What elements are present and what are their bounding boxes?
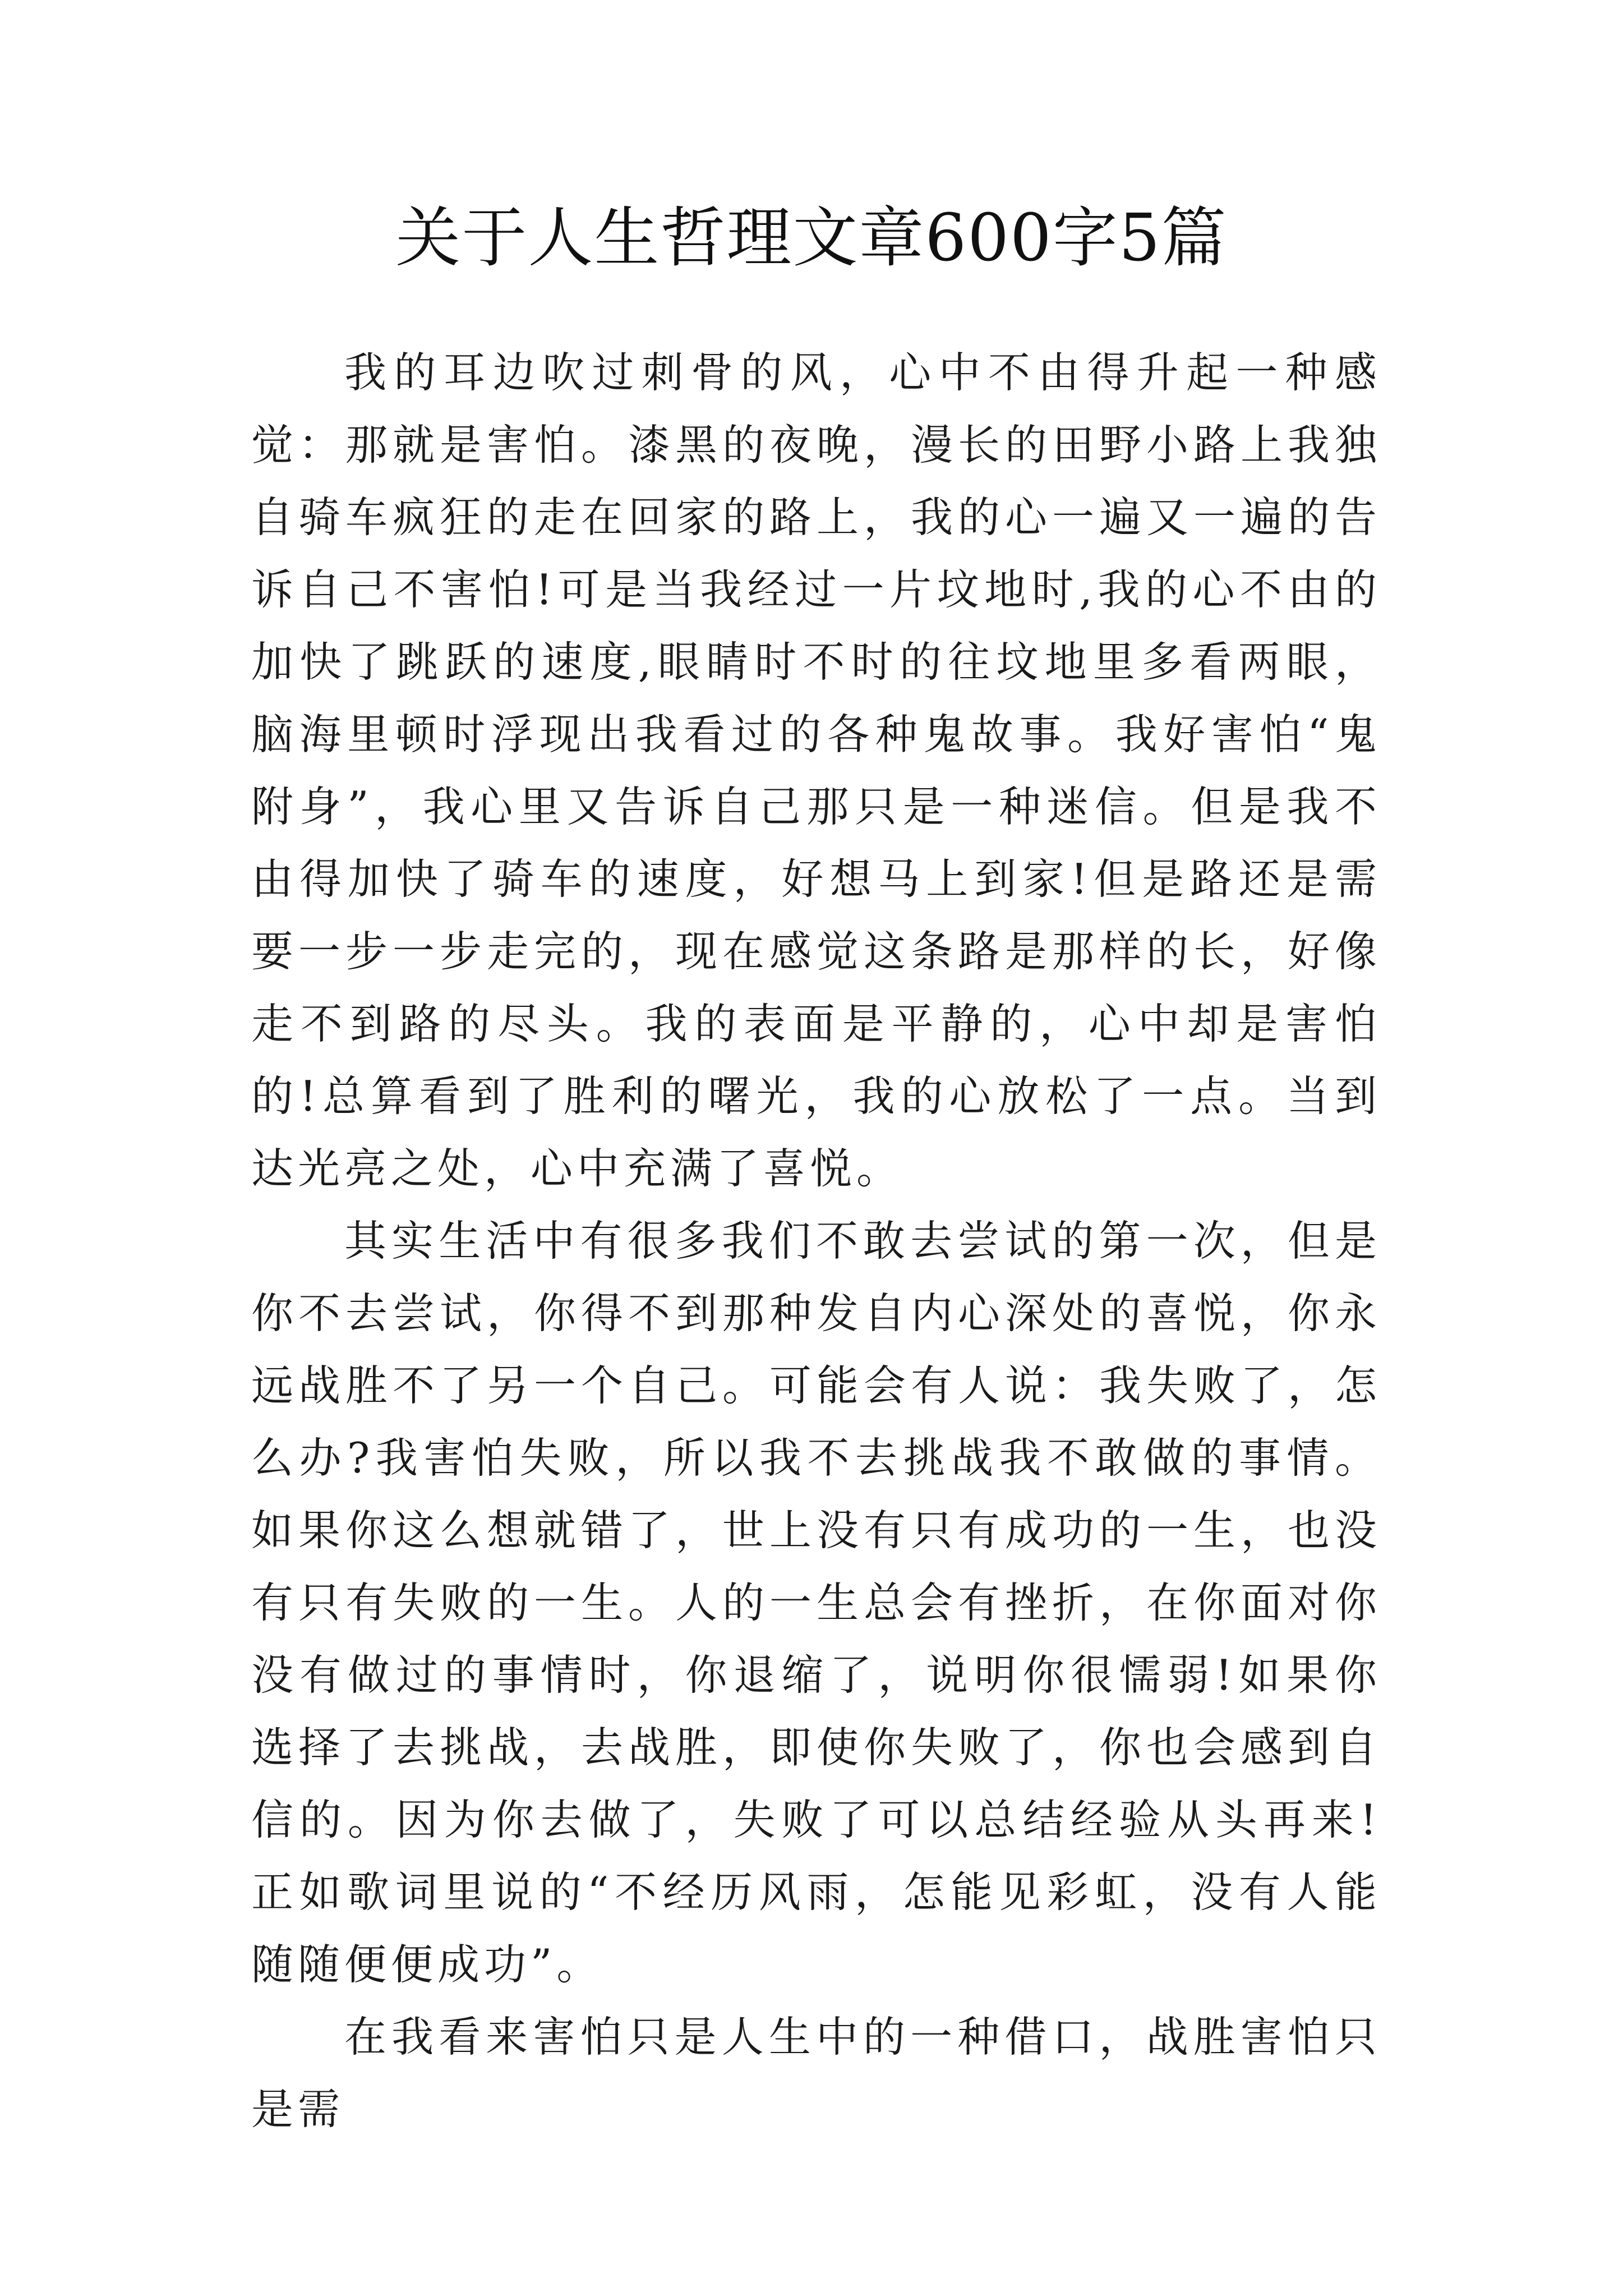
- paragraph-2: 其实生活中有很多我们不敢去尝试的第一次，但是你不去尝试，你得不到那种发自内心深处的喜悦，你永远战胜不了另一个自己。可能会有人说：我失败了，怎么办?我害怕失败，所以我不去挑战我不敢做的事情。如果你这么想就错了，世上没有只有成功的一生，也没有只有失败的一生。人的一生总会有挫折，在你面对你没有做过的事情时，你退缩了，说明你很懦弱!如果你选择了去挑战，去战胜，即使你失败了，你也会感到自信的。因为你去做了，失败了可以总结经验从头再来!正如歌词里说的“不经历风雨，怎能见彩虹，没有人能随随便便成功”。: [251, 1216, 1381, 1989]
- document-body: [251, 337, 1381, 2146]
- paragraph-3: 在我看来害怕只是人生中的一种借口，战胜害怕只是需: [251, 2012, 1381, 2134]
- paragraph-1: 我的耳边吹过刺骨的风，心中不由得升起一种感觉：那就是害怕。漆黑的夜晚，漫长的田野小路上我独自骑车疯狂的走在回家的路上，我的心一遍又一遍的告诉自己不害怕!可是当我经过一片坟地时,我的心不由的加快了跳跃的速度,眼睛时不时的往坟地里多看两眼，脑海里顿时浮现出我看过的各种鬼故事。我好害怕“鬼附身”，我心里又告诉自己那只是一种迷信。但是我不由得加快了骑车的速度，好想马上到家!但是路还是需要一步一步走完的，现在感觉这条路是那样的长，好像走不到路的尽头。我的表面是平静的，心中却是害怕的!总算看到了胜利的曙光，我的心放松了一点。当到达光亮之处，心中充满了喜悦。: [251, 348, 1381, 1193]
- document-title: 关于人生哲理文章600字5篇: [395, 200, 1228, 276]
